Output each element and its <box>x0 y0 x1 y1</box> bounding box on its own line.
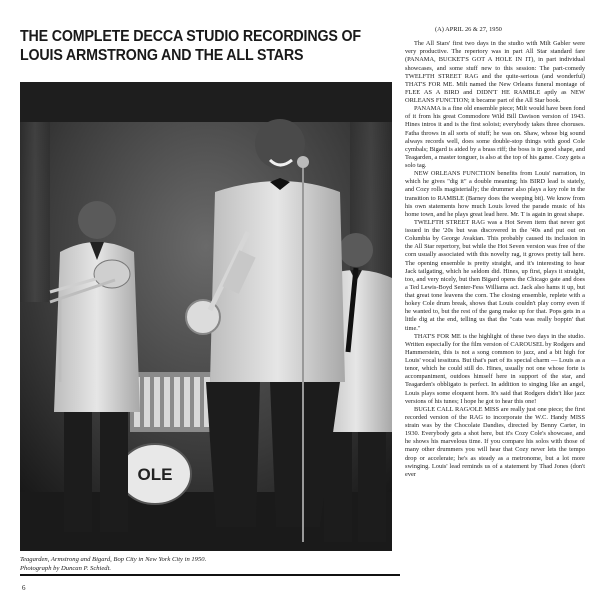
session-date: (A) APRIL 26 & 27, 1950 <box>435 26 502 33</box>
caption-text: Teagarden, Armstrong and Bigard, Bop City in New York City in 1950. <box>20 556 207 563</box>
article-paragraph: BUGLE CALL RAG/OLE MISS are really just one piece; the first recorded version of the RAG to incorporate the W.C. Handy MISS strain was by the Chocolate Dandies, directed by Benny Carter, in 1930. Everybody gets a shot here, but it's Cozy Cole's showcase, and he shows his marvelous time. If you compare his solos with those of many other drummers you will hear that Cozy never lets the tempo drop or accelerate; he's as steady as a metronome, but a lot more swinging. Louis' lead reminds us of a statement by Thad Jones (don't ever <box>405 405 585 478</box>
photo-credit: Photograph by Duncan P. Schiedt. <box>20 565 112 572</box>
photo-caption <box>20 555 392 573</box>
title-line-1: THE COMPLETE DECCA STUDIO RECORDINGS OF <box>20 28 361 45</box>
article-paragraph: PANAMA is a fine old ensemble piece; Milt would have been fond of it from his great Commodore Wild Bill Davison version of 1943. Hines intros it and is the first soloist; everybody takes three choruses. Fatha throws in all sorts of stuff; he was on. Shaw, whose big sound always records well, does some double-stop things with good Cole cymbals; Bigard is aided by a brass riff; the boss is in good shape, and Teagarden, a master tonguer, is also at the top of his game. Cozy gets a solo tag. <box>405 105 585 169</box>
article-paragraph: NEW ORLEANS FUNCTION benefits from Louis' narration, in which he gives "dig it" a double meaning; his BIRD lead is stately, and Cozy rolls magisterially; the drummer also plays a key role in the transition to RAMBLE (Barney does the weeping bit). We know from his own statements how much Louis loved the parade music of his home town, and he plays great lead here. Mr. T is again in great shape. <box>405 170 585 218</box>
drum-lettering: OLE <box>137 465 173 484</box>
article-paragraph: The All Stars' first two days in the studio with Milt Gabler were very productive. The repertory was in part All Star standard fare (PANAMA, BUCKET'S GOT A HOLE IN IT), in part individual showcases, and some stuff new to this session: The part-comedy TWELFTH STREET RAG and the quite-serious (and wonderful) THAT'S FOR ME. Milt named the New Orleans funeral montage of FLEE AS A BIRD and DIDN'T HE RAMBLE aptly as NEW ORLEANS FUNCTION; it became part of the All Star book. <box>405 40 585 104</box>
page-number: 6 <box>22 584 26 592</box>
footer-rule <box>20 574 400 576</box>
article-column <box>405 26 585 479</box>
article-paragraph: TWELFTH STREET RAG was a Hot Seven item that never got issued in the '20s but was discovered in the '40s and put out on Columbia by George Avakian. This probably caused its inclusion in the All Star repertory, but while the Hot Seven version was free of the corn usually associated with this novelty rag, it grows pretty tall here. The opening ensemble is pretty straight, and it's interesting to hear Jack tailgating, which he seldom did. Hines, up first, plays it straight, too, and very nicely, but then Bigard opens the Chicago gate and does a Ted Lewis-Boyd Senter-Fess Williams act. Jack also hams it up, but that great tone leavens the corn. The closing ensemble, replete with a hokey Cole drum break, shows that Louis couldn't play corny even if he wanted to, but the rest of the gang make up for that. Pops gets in a little dig at the end, telling us that the "cats was really boppin' that time." <box>405 218 585 332</box>
page-title <box>20 27 370 65</box>
title-line-2: LOUIS ARMSTRONG AND THE ALL STARS <box>20 47 304 64</box>
band-photograph <box>20 82 392 551</box>
article-paragraph: THAT'S FOR ME is the highlight of these two days in the studio. Written especially for the film version of CAROUSEL by Rodgers and Hammerstein, this is not a song common to jazz, and a bit high for Louis' vocal tessitura. But that's part of its special charm — Louis as a tenor, which he could still do. Hines, usually not one whose forte is accompaniment, outdoes himself here in support of the star, and Teagarden's obbligato is perfect. In addition to singing like an angel, Louis plays some eloquent horn. It's said that Rodgers didn't like jazz versions of his tunes; I hope he got to hear this one! <box>405 332 585 405</box>
